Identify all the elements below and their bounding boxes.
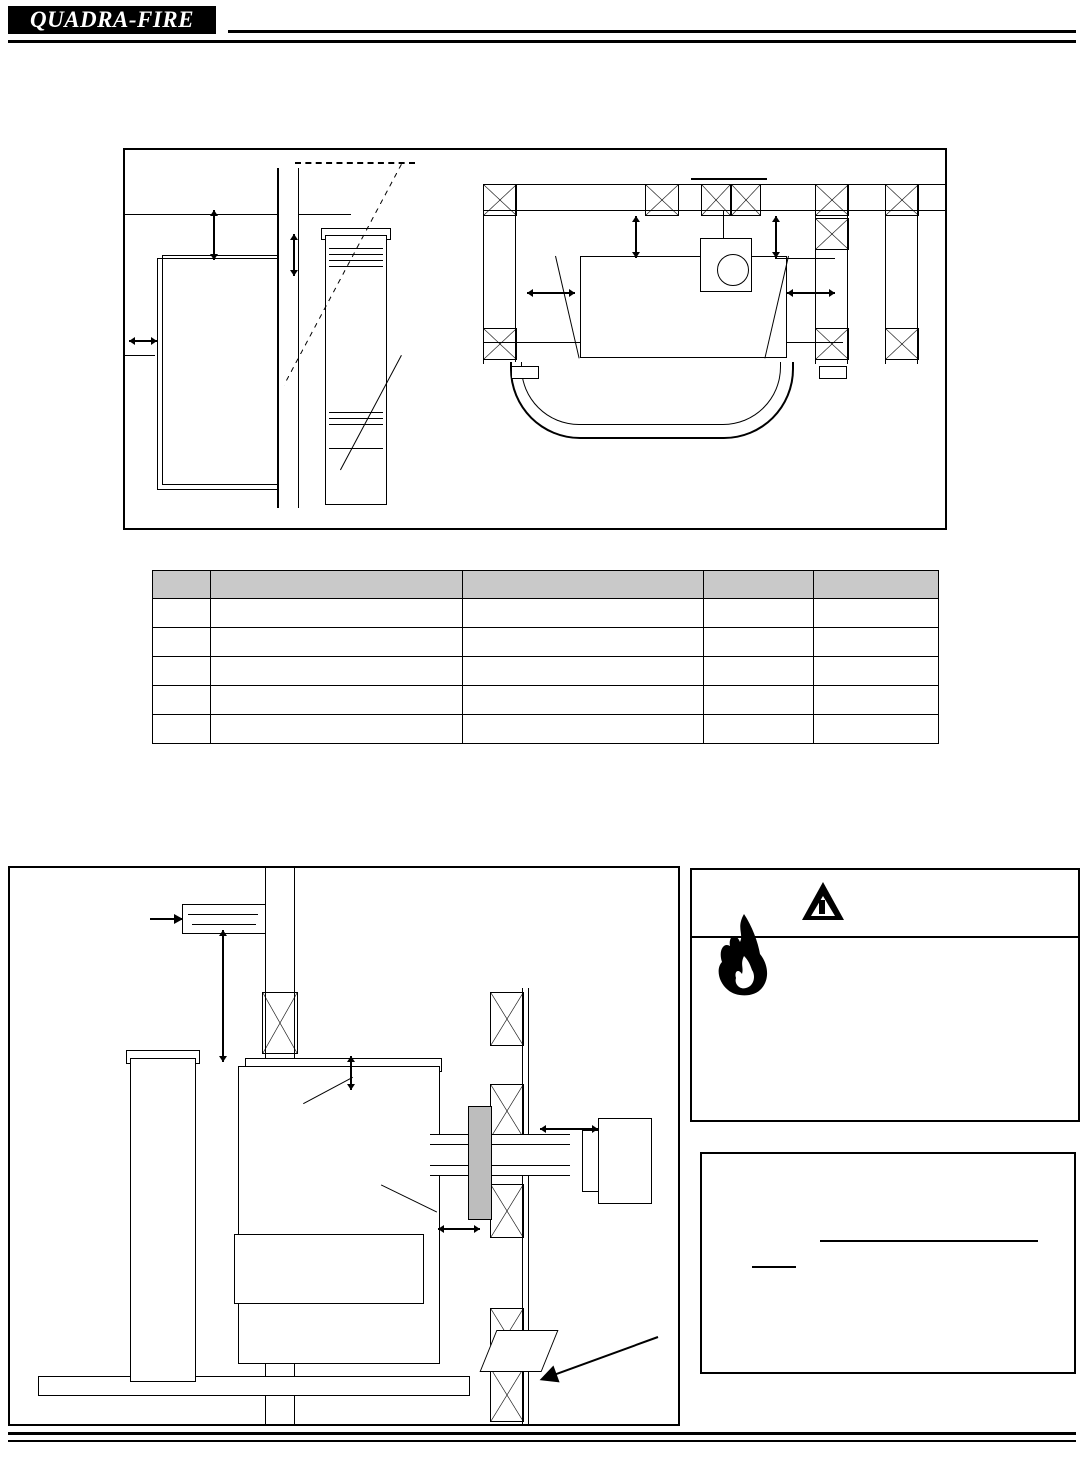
stud-symbol (645, 184, 679, 216)
table-row (153, 686, 939, 715)
hearth-foot-right (819, 366, 847, 379)
dimensions-table (152, 570, 939, 744)
cell-description (210, 686, 463, 715)
warning-exclamation (819, 900, 825, 914)
dim-arrow-vertical-top (213, 210, 215, 260)
cell-ref (153, 657, 211, 686)
wall-thimble-flange (468, 1106, 492, 1220)
dim-arrow-plan-vertical-b (775, 216, 777, 258)
registered-mark: ® (210, 26, 216, 33)
cell-inches (703, 715, 814, 744)
floor-line (38, 1376, 470, 1396)
cell-ref (153, 628, 211, 657)
table-row (153, 599, 939, 628)
table-header-row (153, 571, 939, 599)
hearth-foot-left (511, 366, 539, 379)
dim-arrow-wall-thickness (438, 1228, 480, 1230)
note-rule-short (752, 1266, 796, 1268)
clearance-diagram-side-and-top-view (123, 148, 947, 530)
dim-arrow-plan-right (787, 292, 835, 294)
plan-dim-extension (775, 258, 835, 259)
cell-description (210, 657, 463, 686)
dim-arrow-vent-projection (540, 1128, 598, 1130)
table-header-description (210, 571, 463, 599)
cell-inches (703, 628, 814, 657)
floor-reference-line (125, 355, 155, 356)
stud-symbol (885, 328, 919, 360)
cell-ref (153, 686, 211, 715)
cell-inches (703, 599, 814, 628)
table-header-inches (703, 571, 814, 599)
stud-symbol (483, 328, 517, 360)
plan-collar-plate (691, 178, 767, 180)
note-box (700, 1152, 1076, 1374)
cell-description-2 (463, 686, 704, 715)
mantel-and-vent-clearance-diagram (8, 866, 680, 1426)
table-header-mm (814, 571, 939, 599)
stud-symbol (490, 1184, 524, 1238)
termination-cap (598, 1118, 652, 1204)
footer-rule-top (8, 1432, 1076, 1435)
cell-description-2 (463, 628, 704, 657)
dim-arrow-plan-left (527, 292, 575, 294)
table-header-ref (153, 571, 211, 599)
stud-symbol (490, 992, 524, 1046)
cell-description (210, 628, 463, 657)
stud-symbol (490, 1084, 524, 1138)
footer-rule-bottom (8, 1440, 1076, 1442)
dim-arrow-horizontal-left (129, 340, 157, 342)
appliance-side-body (157, 258, 279, 490)
cell-mm (814, 686, 939, 715)
dim-arrow-unit-top (350, 1056, 352, 1090)
cell-mm (814, 715, 939, 744)
cell-ref (153, 715, 211, 744)
callout-arrow-large (545, 1336, 658, 1379)
vent-pipe-inner (430, 1144, 570, 1166)
cell-description-2 (463, 657, 704, 686)
stud-symbol (490, 1368, 524, 1422)
vent-collar-circle (717, 254, 749, 286)
page-header (0, 0, 1083, 46)
table-row (153, 715, 939, 744)
firebox-taper-left (555, 256, 580, 359)
ceiling-line (125, 214, 351, 215)
stove-body-left (130, 1058, 196, 1382)
table-row (153, 657, 939, 686)
cell-mm (814, 657, 939, 686)
cell-mm (814, 599, 939, 628)
stud-symbol (885, 184, 919, 216)
mantel-pointer-arrow (150, 918, 182, 920)
stud-symbol (815, 184, 849, 216)
hearth-curve-inner (521, 362, 781, 425)
header-rule-bottom (8, 40, 1076, 43)
mantel-detail-line-1 (188, 914, 258, 915)
dim-arrow-mantel-height (222, 930, 224, 1062)
cell-description (210, 715, 463, 744)
stud-symbol (262, 992, 298, 1054)
table-header-description-2 (463, 571, 704, 599)
enclosure-body (238, 1066, 440, 1364)
enclosure-label-area (234, 1234, 424, 1304)
stud-symbol (731, 184, 761, 216)
cell-description-2 (463, 599, 704, 628)
dim-arrow-plan-vertical-a (635, 216, 637, 258)
cell-ref (153, 599, 211, 628)
brand-logo: QUADRA-FIRE (8, 6, 216, 34)
header-rule-top (228, 30, 1076, 33)
side-view-wall (277, 168, 299, 508)
cell-description (210, 599, 463, 628)
mantel-detail-line-2 (192, 924, 256, 925)
plan-collar-centerline (723, 210, 724, 238)
flame-icon (714, 912, 772, 998)
cell-inches (703, 686, 814, 715)
table-row (153, 628, 939, 657)
stud-symbol (483, 184, 517, 216)
side-view-stack (325, 235, 387, 505)
cell-mm (814, 628, 939, 657)
stud-symbol (701, 184, 731, 216)
dim-arrow-wall (293, 234, 295, 276)
firebox-plan-outline (580, 256, 787, 358)
side-view-wall-edge (277, 168, 279, 508)
stud-symbol (815, 328, 849, 360)
cell-description-2 (463, 715, 704, 744)
detail-callout-dashed (295, 162, 415, 164)
note-rule-long (820, 1240, 1038, 1242)
stud-symbol (815, 218, 849, 250)
cell-inches (703, 657, 814, 686)
warning-box (690, 868, 1080, 1122)
